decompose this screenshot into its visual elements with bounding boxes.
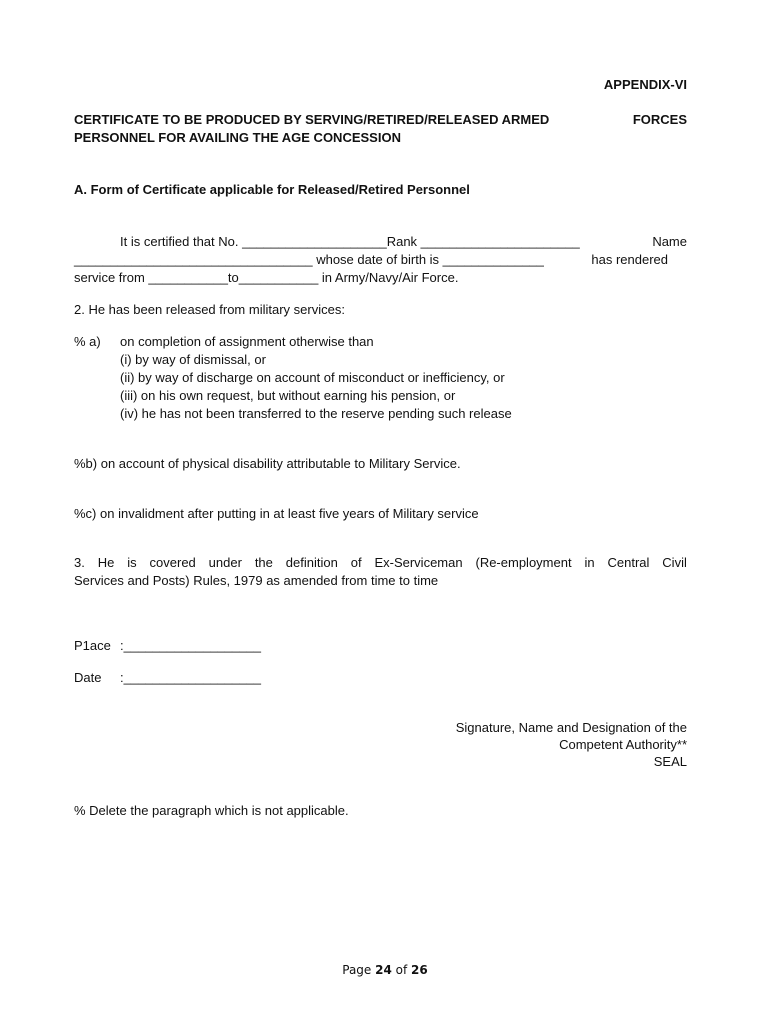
certificate-line-2: [74, 252, 668, 267]
paragraph-2: 2. He has been released from military services:: [74, 302, 345, 317]
option-a-line: (ii) by way of discharge on account of misconduct or inefficiency, or: [120, 370, 505, 385]
certificate-line-3: service from ___________to___________ in Army/Navy/Air Force.: [74, 270, 459, 285]
cert-line2-end: has rendered: [591, 252, 668, 267]
para3-word: of: [350, 555, 362, 570]
para3-word: definition: [285, 555, 338, 570]
cert-line1-text: It is certified that No. ____________________Rank ______________________: [120, 234, 580, 249]
para3-word: Civil: [662, 555, 687, 570]
place-field[interactable]: :___________________: [120, 638, 261, 653]
date-label: Date: [74, 670, 102, 685]
para3-word: Ex-Serviceman: [374, 555, 463, 570]
option-a-label: % a): [74, 334, 101, 349]
appendix-label: APPENDIX-VI: [603, 77, 687, 92]
option-c: %c) on invalidment after putting in at least five years of Military service: [74, 506, 479, 521]
place-label: P1ace: [74, 638, 111, 653]
para3-word: under: [208, 555, 242, 570]
certificate-title-line2: PERSONNEL FOR AVAILING THE AGE CONCESSION: [74, 130, 401, 145]
option-b: %b) on account of physical disability attributable to Military Service.: [74, 456, 461, 471]
paragraph-3-line1: [74, 555, 687, 570]
para3-word: 3.: [74, 555, 85, 570]
cert-line2-text: _________________________________ whose date of birth is ______________: [74, 252, 544, 267]
paragraph-3-line2: Services and Posts) Rules, 1979 as amended from time to time: [74, 573, 439, 588]
option-a-line: on completion of assignment otherwise than: [120, 334, 374, 349]
section-a-heading: A. Form of Certificate applicable for Released/Retired Personnel: [74, 182, 470, 197]
title-line1-right: FORCES: [632, 112, 687, 127]
footer-total-pages: 26: [411, 963, 428, 977]
para3-word: Central: [607, 555, 650, 570]
para3-word: (Re-employment: [475, 555, 572, 570]
option-a-line: (iii) on his own request, but without earning his pension, or: [120, 388, 456, 403]
signature-line: Signature, Name and Designation of the: [455, 720, 687, 735]
certificate-title-line1: [74, 112, 687, 127]
delete-note: % Delete the paragraph which is not applicable.: [74, 803, 349, 818]
date-field[interactable]: :___________________: [120, 670, 261, 685]
option-a-line: (iv) he has not been transferred to the reserve pending such release: [120, 406, 512, 421]
para3-word: is: [127, 555, 137, 570]
footer-of: of: [391, 963, 412, 977]
para3-word: the: [254, 555, 273, 570]
certificate-line-1: [120, 234, 687, 249]
para3-word: in: [584, 555, 595, 570]
page-footer: [0, 963, 770, 977]
cert-line1-end: Name: [652, 234, 687, 249]
option-a-line: (i) by way of dismissal, or: [120, 352, 266, 367]
seal-label: SEAL: [653, 754, 687, 769]
footer-current-page: 24: [375, 963, 392, 977]
title-line1-left: CERTIFICATE TO BE PRODUCED BY SERVING/RETIRED/RELEASED ARMED: [74, 112, 550, 127]
para3-word: covered: [149, 555, 196, 570]
signature-line: Competent Authority**: [559, 737, 687, 752]
footer-prefix: Page: [342, 963, 376, 977]
para3-word: He: [97, 555, 115, 570]
